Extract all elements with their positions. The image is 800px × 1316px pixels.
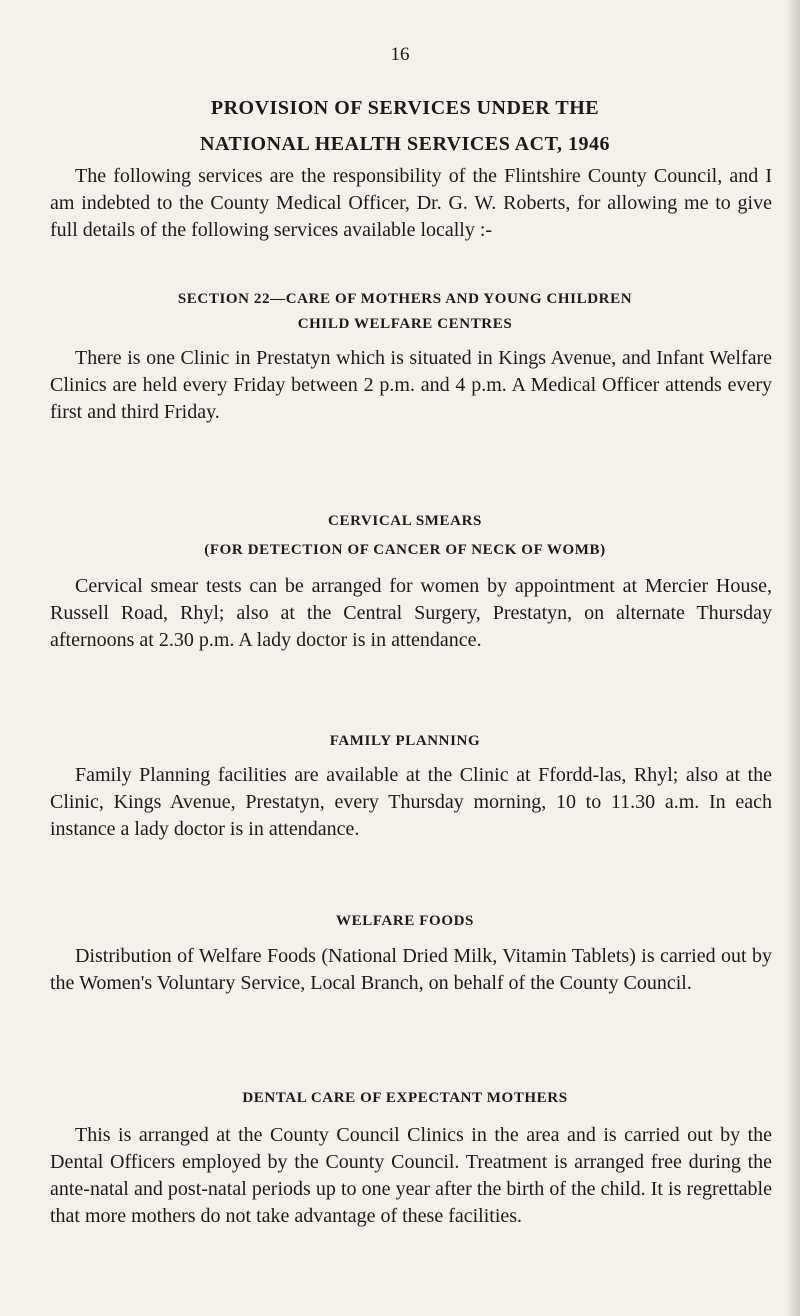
page-title-line-2: NATIONAL HEALTH SERVICES ACT, 1946 [200, 133, 610, 155]
page-edge-shadow [786, 0, 800, 1316]
family-planning-heading: FAMILY PLANNING [329, 733, 481, 749]
child-welfare-centres-heading: CHILD WELFARE CENTRES [297, 316, 513, 332]
intro-paragraph: The following services are the responsibility of the Flintshire County Council, and I am indebted to the County Medical Officer, Dr. G. W. Roberts, for allowing me to give full details of the following services available locally :- [50, 165, 772, 241]
page-title [60, 90, 750, 162]
family-planning-paragraph: Family Planning facilities are available at the Clinic at Ffordd-las, Rhyl; also at the Clinic, Kings Avenue, Prestatyn, every Thursday morning, 10 to 11.30 a.m. In each instance a lady doctor is in attendance. [50, 764, 772, 840]
welfare-foods-paragraph: Distribution of Welfare Foods (National Dried Milk, Vitamin Tablets) is carried out by the Women's Voluntary Service, Local Branch, on behalf of the County Council. [50, 945, 772, 994]
dental-care-heading: DENTAL CARE OF EXPECTANT MOTHERS [242, 1090, 568, 1106]
section-22-heading: SECTION 22—CARE OF MOTHERS AND YOUNG CHILDREN [177, 291, 633, 307]
dental-care-paragraph: This is arranged at the County Council Clinics in the area and is carried out by the Dental Officers employed by the County Council. Treatment is arranged free during the ante-natal and post-natal periods up to one year after the birth of the child. It is regrettable that more mothers do not take advantage of these facilities. [50, 1124, 772, 1227]
cervical-smears-subheading: (FOR DETECTION OF CANCER OF NECK OF WOMB) [204, 542, 606, 558]
page-title-line-1: PROVISION OF SERVICES UNDER THE [210, 97, 600, 119]
child-welfare-paragraph: There is one Clinic in Prestatyn which is situated in Kings Avenue, and Infant Welfare Clinics are held every Friday between 2 p.m. and 4 p.m. A Medical Officer attends every first and third Friday. [50, 347, 772, 423]
welfare-foods-heading: WELFARE FOODS [336, 913, 474, 929]
cervical-smears-heading: CERVICAL SMEARS [328, 513, 482, 529]
cervical-smears-paragraph: Cervical smear tests can be arranged for women by appointment at Mercier House, Russell Road, Rhyl; also at the Central Surgery, Prestatyn, on alternate Thursday afternoons at 2.30 p.m. A lady doctor is in attendance. [50, 575, 772, 651]
page-number: 16 [390, 44, 410, 65]
